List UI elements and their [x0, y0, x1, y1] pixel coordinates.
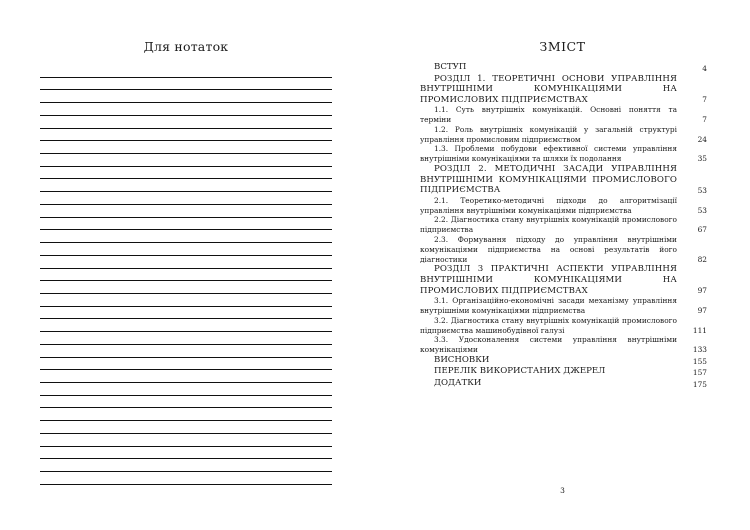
toc-entry-title: 2.1. Теоретико-методичні підходи до алгоритмізації управління внутрішніми комунікаціями підприємства	[420, 195, 677, 215]
note-line	[40, 447, 332, 460]
note-line	[40, 472, 332, 485]
note-line	[40, 256, 332, 269]
toc-entry-title: 3.3. Удосконалення системи управління внутрішніми комунікаціями	[420, 335, 677, 355]
toc-entry-title: ВСТУП	[434, 62, 467, 72]
note-line	[40, 281, 332, 294]
toc-entry-page: 155	[692, 356, 707, 366]
note-line	[40, 332, 332, 345]
note-line	[40, 167, 332, 180]
toc-entry-title: РОЗДІЛ 3 ПРАКТИЧНІ АСПЕКТИ УПРАВЛІННЯ ВНУТРІШНІМИ КОМУНІКАЦІЯМИ НА ПРОМИСЛОВИХ ПІДПРИЄМСТВАХ	[420, 264, 677, 296]
toc-entry-title: 3.1. Організаційно-економічні засади механізму управління внутрішніми комунікаціями підприємства	[420, 296, 677, 315]
note-line	[40, 383, 332, 396]
note-line	[40, 345, 332, 358]
toc-entry-page: 111	[692, 325, 707, 335]
note-line	[40, 78, 332, 91]
toc-entry-title: 1.3. Проблеми побудови ефективної системи управління внутрішніми комунікаціями та шляхи їх подолання	[420, 144, 677, 164]
toc-entry	[420, 164, 707, 196]
note-line	[40, 307, 332, 320]
toc-entry	[420, 215, 707, 235]
toc-entry-title: РОЗДІЛ 1. ТЕОРЕТИЧНІ ОСНОВИ УПРАВЛІННЯ ВНУТРІШНІМИ КОМУНІКАЦІЯМИ НА ПРОМИСЛОВИХ ПІДПРИЄМСТВАХ	[420, 73, 677, 105]
toc-entry	[420, 355, 707, 367]
note-line	[40, 421, 332, 434]
note-line	[40, 358, 332, 371]
toc-entry-page: 82	[697, 254, 707, 264]
toc-entry-page: 35	[697, 154, 707, 164]
note-line	[40, 294, 332, 307]
toc-entry	[420, 296, 707, 316]
note-line	[40, 434, 332, 447]
toc-entry-page: 7	[702, 115, 707, 125]
toc-entry	[420, 366, 707, 378]
toc-title: ЗМІСТ	[539, 39, 586, 54]
toc-entry-title: 1.1. Суть внутрішніх комунікацій. Основні поняття та терміни	[420, 105, 677, 125]
note-line	[40, 90, 332, 103]
toc-entry	[420, 105, 707, 125]
toc-entry-page: 157	[692, 368, 707, 378]
toc-entry-page: 24	[697, 134, 707, 144]
toc-entry-title: ПЕРЕЛІК ВИКОРИСТАНИХ ДЖЕРЕЛ	[434, 366, 606, 377]
toc-entry-page: 97	[697, 306, 707, 315]
toc-entry-title: 2.2. Діагностика стану внутрішніх комунікацій промислового підприємства	[420, 215, 677, 235]
toc-entry	[420, 74, 707, 106]
note-line	[40, 103, 332, 116]
toc-entry	[420, 62, 707, 74]
toc-entry-page: 67	[697, 225, 707, 235]
toc-entry	[420, 378, 707, 390]
toc-entry-title: ВИСНОВКИ	[434, 354, 490, 365]
note-line	[40, 243, 332, 256]
toc-entry-title: 2.3. Формування підходу до управління внутрішніми комунікаціями підприємства на основі результатів його діагностики	[420, 235, 677, 264]
toc-entry	[420, 335, 707, 355]
note-line	[40, 65, 332, 78]
toc-entry-page: 53	[697, 205, 707, 215]
note-line	[40, 218, 332, 231]
notes-title: Для нотаток	[143, 39, 229, 54]
toc-entry-page: 133	[692, 345, 707, 355]
note-line	[40, 192, 332, 205]
toc-entry-page: 4	[702, 63, 707, 73]
toc-entry-title: 1.2. Роль внутрішніх комунікацій у загальній структурі управління промисловим підприємством	[420, 124, 677, 144]
toc-entry	[420, 264, 707, 296]
note-line	[40, 129, 332, 142]
note-line	[40, 230, 332, 243]
toc-entry-title: 3.2. Діагностика стану внутрішніх комунікацій промислового підприємства машинобудівної галузі	[420, 315, 677, 335]
right-page	[375, 0, 750, 530]
toc-entry-title: РОЗДІЛ 2. МЕТОДИЧНІ ЗАСАДИ УПРАВЛІННЯ ВНУТРІШНІМИ КОМУНІКАЦІЯМИ ПРОМИСЛОВОГО ПІДПРИЄМСТВА	[420, 164, 677, 196]
toc-entry	[420, 235, 707, 264]
toc-entry	[420, 125, 707, 145]
toc-entry-title: ДОДАТКИ	[434, 377, 482, 388]
note-line	[40, 205, 332, 218]
toc-entry-page: 53	[697, 186, 707, 196]
toc-entry	[420, 144, 707, 164]
note-line	[40, 319, 332, 332]
table-of-contents	[420, 62, 707, 389]
toc-entry-page: 175	[692, 379, 707, 389]
note-line	[40, 408, 332, 421]
note-line	[40, 179, 332, 192]
note-line	[40, 459, 332, 472]
note-line	[40, 116, 332, 129]
page-number: 3	[560, 486, 565, 495]
toc-entry	[420, 196, 707, 216]
note-lines	[40, 65, 332, 485]
toc-entry	[420, 316, 707, 336]
note-line	[40, 269, 332, 282]
note-line	[40, 154, 332, 167]
note-line	[40, 141, 332, 154]
note-line	[40, 396, 332, 409]
toc-entry-page: 7	[702, 95, 707, 105]
note-line	[40, 370, 332, 383]
toc-entry-page: 97	[697, 286, 707, 296]
